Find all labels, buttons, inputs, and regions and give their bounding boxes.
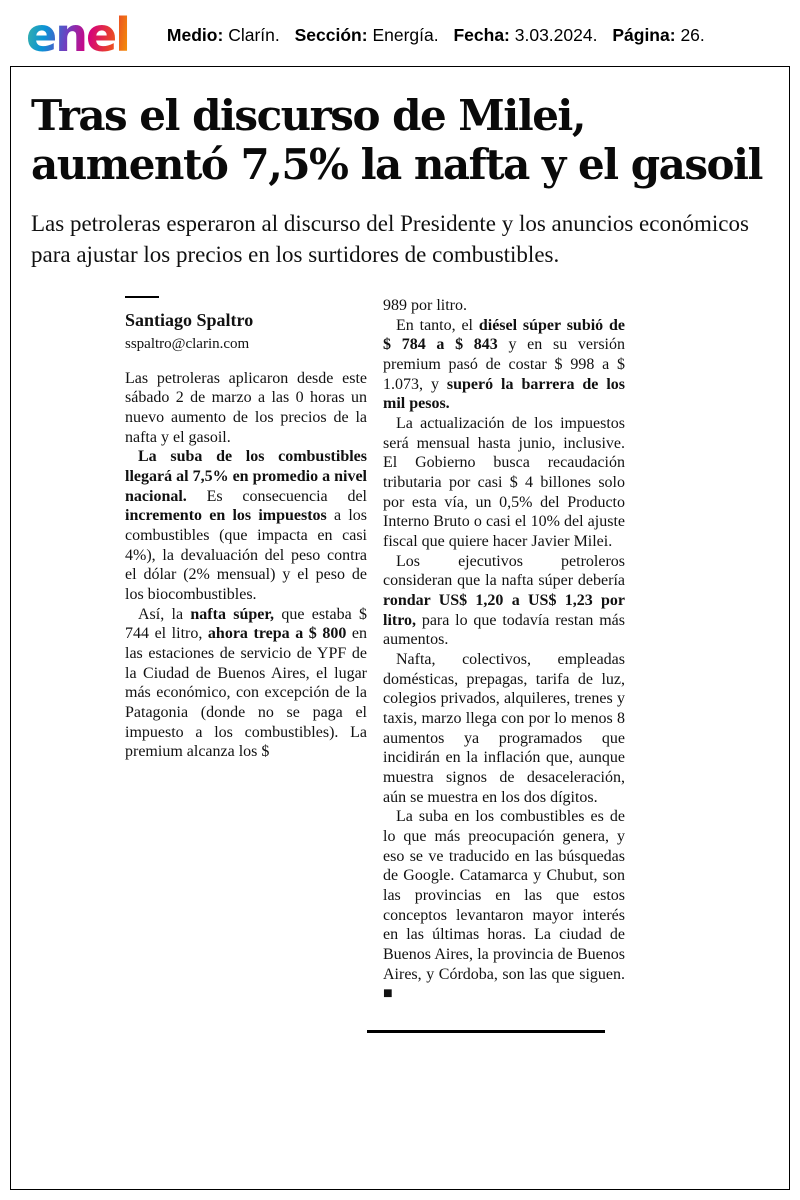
column-right [383, 296, 625, 1033]
article-body [125, 296, 769, 1033]
bold-text-segment: ahora trepa a $ 800 [207, 625, 347, 643]
text-segment: que estaba $ 744 el litro, [125, 605, 368, 643]
bold-text-segment: diésel súper subió de $ 784 a $ 843 [383, 316, 625, 354]
article-paragraph [383, 414, 625, 552]
meta-medio-value: Clarín. [228, 24, 280, 45]
text-segment: La suba en los combustibles es de lo que más preocupación genera, y eso se ve traducido en las búsquedas de Google. Catamarca y Chubut, son las provincias en las que estos conceptos levantaron mayor interés en las últimas horas. La ciudad de Buenos Aires, la provincia de Buenos Aires, y Córdoba, son las que siguen. ■ [383, 808, 625, 1003]
byline [125, 296, 367, 353]
clipping-meta [167, 25, 715, 46]
text-segment: Nafta, colectivos, empleadas domésticas, prepagas, tarifa de luz, colegios privados, alquileres, trenes y taxis, marzo llega con por lo menos 8 aumentos ya programados que incidirán en la inflación que, aunque muestra signos de desaceleración, aún se muestra en los dos dígitos. [383, 651, 625, 806]
bold-text-segment: superó la barrera de los mil pesos. [383, 375, 626, 413]
text-segment: en las estaciones de servicio de YPF de la Ciudad de Buenos Aires, el lugar más económico, con excepción de la Patagonia (donde no se paga el impuesto a los combustibles). La premium alcanza los $ [125, 625, 367, 761]
bold-text-segment: incremento en los impuestos [125, 507, 327, 525]
article-paragraph [125, 605, 367, 762]
author-name: Santiago Spaltro [125, 309, 254, 330]
meta-medio [167, 25, 280, 45]
left-column-paragraphs [125, 369, 367, 762]
text-segment: a los combustibles (que impacta en casi 4%), la devaluación del peso contra el dólar (2% mensual) y el peso de los biocombustibles. [125, 507, 368, 603]
headline-line-2: aumentó 7,5% la nafta y el gasoil [31, 140, 762, 190]
text-segment: En tanto, el [396, 316, 479, 334]
meta-medio-label: Medio: [166, 24, 224, 45]
article-paragraph [383, 316, 625, 414]
headline-line-1: Tras el discurso de Milei, [31, 91, 586, 140]
end-rule [367, 1030, 605, 1033]
bold-text-segment: La suba de los combustibles llegará al 7,5% en promedio a nivel nacional. [125, 448, 367, 505]
lede: Las petroleras esperaron al discurso del Presidente y los anuncios económicos para ajustar los precios en los surtidores de combustibles. [31, 211, 749, 267]
article-paragraph [383, 650, 625, 807]
article-frame [10, 66, 790, 1190]
enel-logo: enel [26, 8, 129, 62]
meta-fecha [453, 25, 597, 45]
meta-fecha-value: 3.03.2024. [514, 24, 598, 45]
meta-pagina [612, 25, 704, 45]
text-segment: para lo que todavía restan más aumentos. [383, 611, 625, 649]
article-paragraph [383, 807, 625, 1004]
article-paragraph [125, 447, 367, 604]
meta-fecha-label: Fecha: [453, 24, 510, 45]
text-segment: y en su versión premium pasó de costar $ 998 a $ 1.073, y [383, 336, 625, 393]
text-segment: Así, la [138, 605, 191, 623]
bold-text-segment: rondar US$ 1,20 a US$ 1,23 por litro, [383, 592, 625, 629]
column-left [125, 296, 367, 1033]
text-segment: Las petroleras aplicaron desde este sábado 2 de marzo a las 0 horas un nuevo aumento de los precios de la nafta y el gasoil. [125, 369, 367, 446]
text-segment: 989 por litro. [383, 296, 467, 314]
bold-text-segment: nafta súper, [190, 605, 275, 623]
meta-seccion [295, 25, 439, 45]
right-column-paragraphs [383, 296, 625, 1004]
meta-pagina-label: Página: [612, 24, 676, 45]
article-paragraph [383, 296, 625, 316]
text-segment: Es consecuencia del [186, 487, 367, 505]
meta-seccion-value: Energía. [372, 24, 439, 45]
article-paragraph [383, 552, 625, 650]
byline-rule [125, 296, 159, 298]
text-segment: Los ejecutivos petroleros consideran que la nafta súper debería [383, 552, 625, 590]
article-paragraph [125, 369, 367, 448]
meta-seccion-label: Sección: [294, 24, 368, 45]
text-segment: La actualización de los impuestos será mensual hasta junio, inclusive. El Gobierno busca recaudación tributaria por casi $ 4 billones solo por esta vía, un 0,5% del Producto Interno Bruto o casi el 10% del ajuste fiscal que quiere hacer Javier Milei. [383, 415, 625, 551]
clipping-header [12, 8, 788, 62]
meta-pagina-value: 26. [680, 24, 705, 45]
author-email: sspaltro@clarin.com [125, 335, 250, 352]
headline [31, 91, 769, 189]
